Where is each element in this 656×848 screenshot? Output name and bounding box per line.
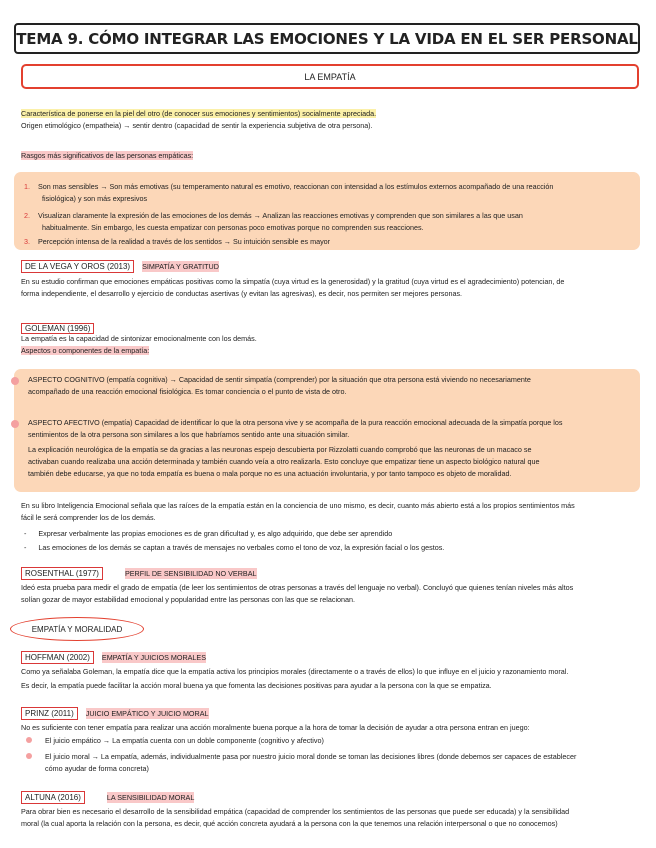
cognitive-line-2: acompañado de una reacción emocional fisiológica. Es tomar conciencia o el punto de vista de otro. xyxy=(28,387,347,396)
hoffman-line-2: Es decir, la empatía puede facilitar la acción moral buena ya que fomenta las decisiones positivas para ayudar a la persona con la que se empatiza. xyxy=(21,681,492,690)
hoffman-heading xyxy=(21,651,206,664)
rosenthal-heading xyxy=(21,567,257,580)
affective-line-4: activaban cuando realizaba una acción determinada y también cuando veía a otro realizarla. Esto concluye que empatizar tiene un aspecto biológico natural que xyxy=(28,457,540,466)
author-box: GOLEMAN (1996) xyxy=(21,323,94,334)
prinz-bullet-2: El juicio moral → La empatía, además, individualmente pasa por nuestro juicio moral donde se toman las decisiones libres (donde debemos ser capaces de establecer xyxy=(45,752,577,761)
topic-label: LA SENSIBILIDAD MORAL xyxy=(106,793,195,802)
altuna-heading xyxy=(21,791,194,804)
delavega-line-1: En su estudio confirman que emociones empáticas positivas como la simpatía (cuya virtud es la generosidad) y la gratitud (cuya virtud es el agradecimiento) potencian, de xyxy=(21,277,565,286)
prinz-line-1: No es suficiente con tener empatía para realizar una acción moralmente buena porque a la hora de tomar la decisión de ayudar a otra persona entran en juego: xyxy=(21,723,530,732)
page-title: TEMA 9. CÓMO INTEGRAR LAS EMOCIONES Y LA VIDA EN EL SER PERSONAL xyxy=(14,23,640,54)
altuna-line-2: moral (la cual aporta la relación con la persona, es decir, qué acción concreta ayudará a la persona con la que tenemos una relación interpersonal o que no conocemos) xyxy=(21,819,558,828)
author-box: HOFFMAN (2002) xyxy=(21,651,94,664)
author-box: ROSENTHAL (1977) xyxy=(21,567,103,580)
trait-3: 3. Percepción intensa de la realidad a través de los sentidos → Su intuición sensible es mayor xyxy=(24,237,331,246)
trait-1-cont: fisiológica) y son más expresivos xyxy=(42,194,148,203)
rosenthal-line-1: Ideó esta prueba para medir el grado de empatía (de leer los sentimientos de otras personas a través del lenguaje no verbal). Concluyó que quienes tenían niveles más altos xyxy=(21,583,574,592)
altuna-line-1: Para obrar bien es necesario el desarrollo de la sensibilidad empática (capacidad de comprender los sentimientos de las personas que puede ser educada) y la sensibilidad xyxy=(21,807,570,816)
topic-label: EMPATÍA Y JUICIOS MORALES xyxy=(101,653,207,662)
bullet-dot xyxy=(26,753,32,759)
trait-1: 1. Son mas sensibles → Son más emotivas (su temperamento natural es emotivo, reaccionan con intensidad a los estímulos externos acompañado de una reacción xyxy=(24,182,554,191)
trait-2: 2. Visualizan claramente la expresión de las emociones de los demás → Analizan las reacciones emotivas y comprenden que son similares a las que usan xyxy=(24,211,523,220)
intro-line-1: Característica de ponerse en la piel del otro (de conocer sus emociones y sentimientos) socialmente apreciada. xyxy=(21,109,377,118)
book-bullet-2: - Las emociones de los demás se captan a través de mensajes no verbales como el tono de voz, la expresión facial o los gestos. xyxy=(24,543,445,552)
affective-line-3: La explicación neurológica de la empatía se da gracias a las neuronas espejo descubierta por Rizzolatti cuando comprobó que las neuronas de un macaco se xyxy=(28,445,532,454)
trait-2-cont: habitualmente. Sin embargo, les cuesta empatizar con personas poco emotivas porque no comprenden sus reacciones. xyxy=(42,223,424,232)
intro-line-2: Origen etimológico (empatheia) → sentir dentro (capacidad de sentir la experiencia subjetiva de otra persona). xyxy=(21,121,373,130)
author-box: DE LA VEGA Y OROS (2013) xyxy=(21,260,134,273)
prinz-heading xyxy=(21,707,209,720)
section-title: LA EMPATÍA xyxy=(304,71,356,82)
section-title: EMPATÍA Y MORALIDAD xyxy=(31,624,123,634)
rosenthal-line-2: solían gozar de mayor estabilidad emocional y popularidad entre las personas con las que se relacionan. xyxy=(21,595,356,604)
cognitive-line-1: ASPECTO COGNITIVO (empatía cognitiva) → Capacidad de sentir simpatía (comprender) por la situación que otra persona está viviendo no necesariamente xyxy=(28,375,531,384)
delavega-heading xyxy=(21,260,219,273)
bullet-dot xyxy=(11,377,19,385)
traits-heading: Rasgos más significativos de las personas empáticas: xyxy=(21,151,194,160)
author-box: ALTUNA (2016) xyxy=(21,791,85,804)
delavega-line-2: forma independiente, el desarrollo y ejercicio de conductas asertivas (y evitan las agresivas), es decir, nos permiten ser mejores personas. xyxy=(21,289,463,298)
bullet-dot xyxy=(26,737,32,743)
affective-line-2: sentimientos de la otra persona son similares a los que habríamos sentido ante una situación similar. xyxy=(28,430,350,439)
goleman-line-1: La empatía es la capacidad de sintonizar emocionalmente con los demás. xyxy=(21,334,257,343)
section-header-empatia xyxy=(21,64,639,89)
prinz-bullet-2-cont: cómo ayudar de forma concreta) xyxy=(45,764,149,773)
book-line-2: fácil le será comprender los de los demás. xyxy=(21,513,156,522)
hoffman-line-1: Como ya señalaba Goleman, la empatía dice que la empatía activa los principios morales (directamente o a través de ellos) lo que influye en el juicio y razonamiento moral. xyxy=(21,667,569,676)
bullet-dot xyxy=(11,420,19,428)
prinz-bullet-1: El juicio empático → La empatía cuenta con un doble componente (cognitivo y afectivo) xyxy=(45,736,324,745)
affective-line-5: también debe educarse, ya que no toda empatía es buena o mala porque no es una actuación involuntaria, y por tanto tampoco es objeto de moralidad. xyxy=(28,469,512,478)
book-line-1: En su libro Inteligencia Emocional señala que las raíces de la empatía están en la conciencia de uno mismo, es decir, cuanto más abierto está a los propios sentimientos más xyxy=(21,501,575,510)
topic-label: PERFIL DE SENSIBILIDAD NO VERBAL xyxy=(124,569,257,578)
goleman-line-2: Aspectos o componentes de la empatía: xyxy=(21,346,150,355)
topic-label: JUICIO EMPÁTICO Y JUICIO MORAL xyxy=(85,709,209,718)
section-header-moralidad xyxy=(10,617,144,641)
book-bullet-1: - Expresar verbalmente las propias emociones es de gran dificultad y, es algo adquirido, que debe ser aprendido xyxy=(24,529,393,538)
topic-label: SIMPATÍA Y GRATITUD xyxy=(142,262,219,271)
affective-line-1: ASPECTO AFECTIVO (empatía) Capacidad de identificar lo que la otra persona vive y se acompaña de la pura reacción emocional adecuada de la simpatía porque los xyxy=(28,418,563,427)
author-box: PRINZ (2011) xyxy=(21,707,78,720)
